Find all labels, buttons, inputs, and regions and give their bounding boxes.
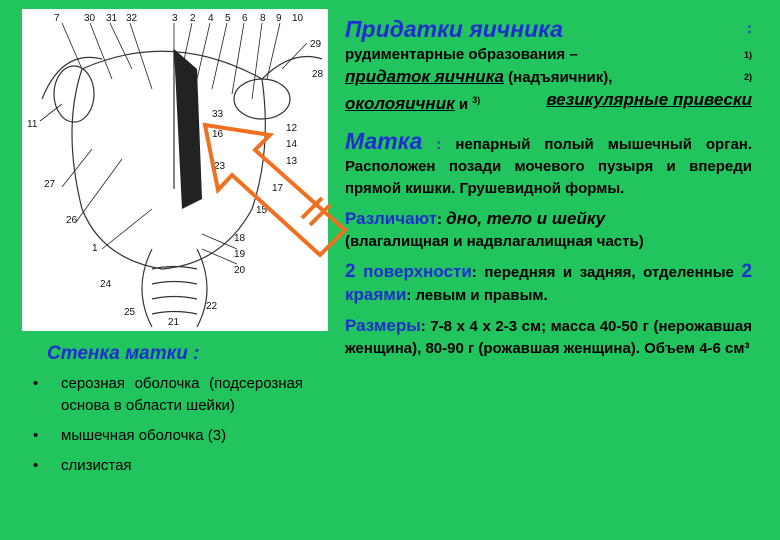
- parts-section: [345, 208, 752, 253]
- surfaces-colon: :: [471, 264, 477, 281]
- wall-list: [33, 373, 303, 477]
- surfaces-text: передняя и задняя, отделенные: [484, 264, 734, 281]
- parts-items: дно, тело и шейку: [446, 209, 606, 228]
- figure-label: 11: [27, 119, 38, 130]
- parts-colon: :: [437, 211, 442, 228]
- surfaces-text2: левым и правым.: [415, 287, 548, 304]
- figure-label: 16: [212, 129, 224, 140]
- figure-label: 29: [310, 39, 322, 50]
- figure-label: 15: [256, 205, 268, 216]
- wall-item-1: серозная оболочка (подсерозная основа в области шейки): [61, 375, 303, 414]
- figure-label: 10: [292, 13, 304, 24]
- appendages-title: Придатки яичника: [345, 16, 563, 42]
- list-item: [33, 425, 303, 447]
- figure-label: 1: [92, 243, 98, 254]
- appendages-item1-note: (надъяичник),: [508, 69, 613, 86]
- sizes-label: Размеры: [345, 316, 421, 335]
- figure-label: 4: [208, 13, 214, 24]
- appendages-n1: 1): [743, 50, 752, 60]
- figure-label: 17: [272, 183, 284, 194]
- parts-label: Различают: [345, 209, 437, 228]
- figure-label: 5: [225, 13, 231, 24]
- bullet-icon: •: [33, 375, 39, 392]
- figure-label: 27: [44, 179, 56, 190]
- figure-label: 7: [54, 13, 60, 24]
- figure-label: 2: [190, 13, 196, 24]
- wall-item-3: слизистая: [61, 457, 132, 474]
- appendages-item2: околояичник: [345, 94, 455, 113]
- figure-label: 14: [286, 139, 298, 150]
- figure-label: 26: [66, 215, 78, 226]
- appendages-and: и: [458, 96, 469, 113]
- uterus-title: Матка: [345, 128, 423, 154]
- figure-label: 32: [126, 13, 138, 24]
- appendages-intro: рудиментарные образования –: [345, 46, 578, 63]
- appendages-section: [345, 18, 752, 116]
- uterus-colon: :: [436, 136, 442, 153]
- figure-label: 24: [100, 279, 112, 290]
- figure-label: 21: [168, 317, 180, 328]
- text-column: [345, 18, 752, 368]
- sizes-section: [345, 315, 752, 360]
- wall-item-2: мышечная оболочка (3): [61, 427, 227, 444]
- figure-label: 19: [234, 249, 246, 260]
- figure-label: 22: [206, 301, 218, 312]
- surfaces-section: [345, 261, 752, 307]
- figure-label: 12: [286, 123, 298, 134]
- wall-colon: :: [193, 343, 200, 364]
- figure-label: 6: [242, 13, 248, 24]
- figure-label: 8: [260, 13, 266, 24]
- surfaces-label2: краями: [345, 285, 407, 304]
- surfaces-num: 2: [345, 261, 356, 282]
- figure-label: 9: [276, 13, 282, 24]
- parts-note: (влагалищная и надвлагалищная часть): [345, 233, 644, 250]
- wall-title-line: [47, 343, 303, 365]
- bullet-icon: •: [33, 427, 39, 444]
- figure-label: 20: [234, 265, 246, 276]
- appendages-item1: придаток яичника: [345, 67, 504, 86]
- wall-section: [33, 343, 303, 485]
- appendages-n2: 2): [743, 72, 752, 82]
- figure-label: 30: [84, 13, 96, 24]
- figure-label: 23: [214, 161, 226, 172]
- figure-label: 31: [106, 13, 118, 24]
- figure-label: 25: [124, 307, 136, 318]
- surfaces-label: поверхности: [363, 262, 472, 281]
- sizes-text: : 7-8 х 4 х 2-3 см; масса 40-50 г (нерожавшая женщина), 80-90 г (рожавшая женщина). Объем 4-6 см³: [345, 318, 752, 357]
- pointer-arrow-icon: [190, 115, 360, 275]
- list-item: [33, 373, 303, 417]
- appendages-n3: 3): [472, 95, 481, 105]
- appendages-colon: :: [747, 20, 752, 37]
- figure-label: 3: [172, 13, 178, 24]
- figure-label: 18: [234, 233, 246, 244]
- figure-label: 28: [312, 69, 324, 80]
- wall-title: Стенка матки: [47, 343, 188, 364]
- appendages-item3: везикулярные привески: [546, 90, 752, 109]
- uterus-text: непарный полый мышечный орган. Расположен позади мочевого пузыря и впереди прямой кишки. Грушевидной формы.: [345, 136, 753, 197]
- figure-label: 13: [286, 156, 298, 167]
- surfaces-num2: 2: [741, 261, 753, 282]
- figure-label: 33: [212, 109, 224, 120]
- list-item: [33, 455, 303, 477]
- uterus-section: [345, 130, 752, 200]
- bullet-icon: •: [33, 457, 39, 474]
- surfaces-colon2: :: [406, 287, 412, 304]
